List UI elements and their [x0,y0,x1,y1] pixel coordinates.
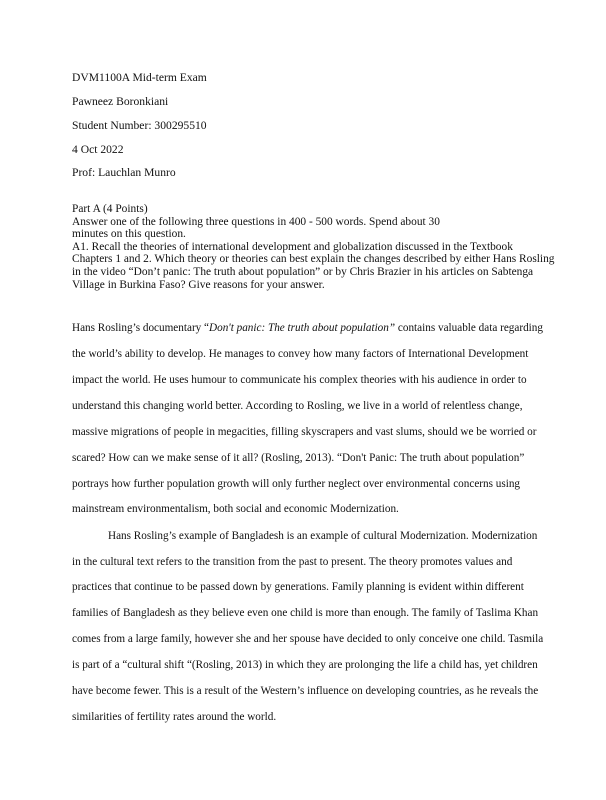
question-line: Village in Burkina Faso? Give reasons for your answer. [72,278,325,291]
student-name: Pawneez Boronkiani [72,95,169,108]
essay-line: have become fewer. This is a result of the Western’s influence on developing countries, as he reveals the [72,685,539,697]
question-line: Part A (4 Points) [72,203,148,215]
question-line: minutes on this question. [72,228,186,241]
essay-line: practices that continue to be passed down by generations. Family planning is evident within different [72,581,524,593]
essay-text: Hans Rosling’s documentary “ [72,322,210,334]
essay-line: families of Bangladesh as they believe even one child is more than enough. The family of Taslima Khan [72,607,539,619]
documentary-title: Don't panic: The truth about population” [209,322,396,334]
professor-name: Prof: Lauchlan Munro [72,166,176,179]
essay-line: portrays how further population growth will only further neglect over environmental concerns using [72,478,521,490]
essay-line: similarities of fertility rates around the world. [72,711,277,723]
essay-line: scared? How can we make sense of it all? (Rosling, 2013). “Don't Panic: The truth about population” [72,452,525,464]
essay-line: massive migrations of people in megacities, filling skyscrapers and vast slums, should we be worried or [72,426,537,438]
student-number: Student Number: 300295510 [72,119,207,132]
essay-line: the world’s ability to develop. He manages to convey how many factors of International Development [72,348,529,360]
question-block [72,203,555,291]
question-line: Answer one of the following three questions in 400 - 500 words. Spend about 30 [72,215,440,228]
course-title: DVM1100A Mid-term Exam [72,71,207,84]
essay-line: understand this changing world better. According to Rosling, we live in a world of relentless change, [72,400,523,412]
essay-text: contains valuable data regarding [395,322,543,334]
question-line: A1. Recall the theories of international development and globalization discussed in the Textbook [72,240,513,253]
essay-line [72,321,543,335]
exam-date: 4 Oct 2022 [72,143,124,156]
essay-line: mainstream environmentalism, both social and economic Modernization. [72,503,399,515]
essay-line: in the cultural text refers to the transition from the past to present. The theory promotes values and [72,556,513,568]
essay-line: is part of a “cultural shift “(Rosling, 2013) in which they are prolonging the life a child has, yet children [72,659,538,671]
question-line: Chapters 1 and 2. Which theory or theories can best explain the changes described by either Hans Rosling [72,253,555,266]
essay-line: Hans Rosling’s example of Bangladesh is an example of cultural Modernization. Modernization [108,530,538,542]
essay-line: comes from a large family, however she and her spouse have decided to only conceive one child. Tasmila [72,633,544,645]
essay-line: impact the world. He uses humour to communicate his complex theories with his audience in order to [72,374,527,386]
question-line: in the video “Don’t panic: The truth about population” or by Chris Brazier in his articles on Sabtenga [72,265,534,278]
